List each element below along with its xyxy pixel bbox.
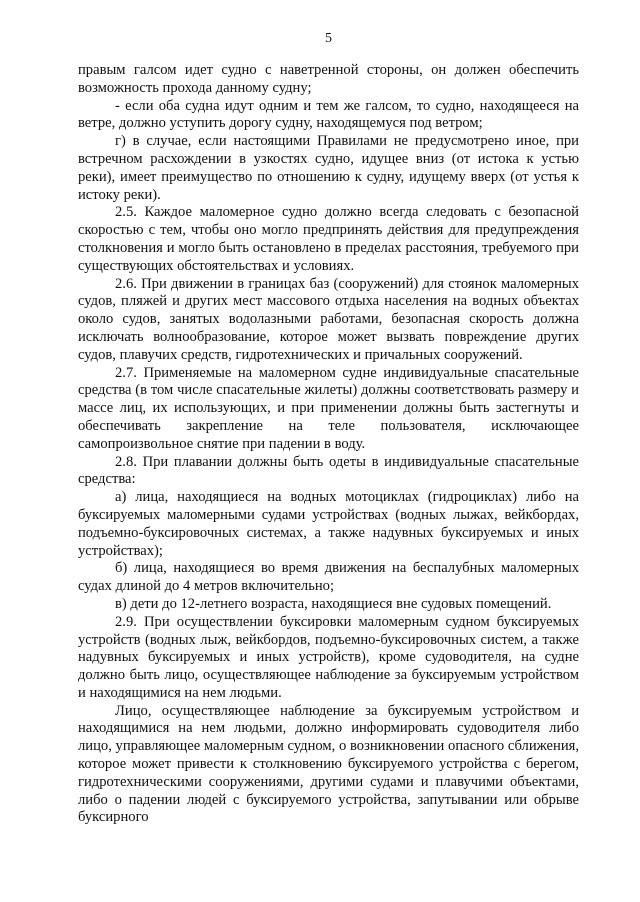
- paragraph-observer-duty: Лицо, осуществляющее наблюдение за буксируемым устройством и находящимися на нем людьми, должно информировать судоводителя либо лицо, управляющее маломерным судном, о возникновении опасного сближения, которое может привести к столкновению буксируемого устройства с берегом, гидротехническими сооружениями, другими судами и плавучими объектами, либо о падении людей с буксируемого устройства, запутывании или обрыве буксирного: [78, 702, 579, 826]
- paragraph-continuation: правым галсом идет судно с наветренной стороны, он должен обеспечить возможность прохода данному судну;: [78, 62, 579, 96]
- page-number: 5: [325, 31, 332, 46]
- paragraph-2-6: 2.6. При движении в границах баз (сооружений) для стоянок маломерных судов, пляжей и других мест массового отдыха населения на водных объектах около судов, занятых водолазными работами, безопасная скорость должна исключать волнообразование, которое может вызвать повреждение других судов, плавучих средств, гидротехнических и причальных сооружений.: [78, 275, 579, 363]
- paragraph-same-tack-rule: - если оба судна идут одним и тем же галсом, то судно, находящееся на ветре, должно уступить дорогу судну, находящемуся под ветром;: [78, 97, 579, 132]
- paragraph-2-8-b: б) лица, находящиеся во время движения на беспалубных маломерных судах длиной до 4 метров включительно;: [78, 560, 579, 595]
- document-page: [78, 30, 579, 827]
- paragraph-2-8: 2.8. При плавании должны быть одеты в индивидуальные спасательные средства:: [78, 453, 579, 488]
- paragraph-2-8-a: а) лица, находящиеся на водных мотоциклах (гидроциклах) либо на буксируемых маломерными судами устройствах (водных лыжах, вейкбордах, подъемно-буксировочных системах, а также надувных буксируемых и иных устройствах);: [78, 489, 579, 559]
- paragraph-2-8-c: в) дети до 12-летнего возраста, находящиеся вне судовых помещений.: [115, 595, 552, 612]
- paragraph-narrows-rule: г) в случае, если настоящими Правилами не предусмотрено иное, при встречном расхождении в узкостях судно, идущее вниз (от истока к устью реки), имеет преимущество по отношению к судну, идущему вверх (от устья к истоку реки).: [78, 133, 579, 203]
- paragraph-2-9: 2.9. При осуществлении буксировки маломерным судном буксируемых устройств (водных лыж, вейкбордов, подъемно-буксировочных систем, а также надувных буксируемых и иных устройств), кроме судоводителя, на судне должно быть лицо, осуществляющее наблюдение за буксируемым устройством и находящимися на нем людьми.: [78, 613, 579, 701]
- paragraph-2-7: 2.7. Применяемые на маломерном судне индивидуальные спасательные средства (в том числе спасательные жилеты) должны соответствовать размеру и массе лиц, их использующих, и при применении должны быть застегнуты и обеспечивать закрепление на теле пользователя, исключающее самопроизвольное снятие при падении в воду.: [78, 364, 579, 452]
- paragraph-2-5: 2.5. Каждое маломерное судно должно всегда следовать с безопасной скоростью с тем, чтобы оно могло предпринять действия для предупреждения столкновения и могло быть остановлено в пределах расстояния, требуемого при существующих обстоятельствах и условиях.: [78, 204, 579, 274]
